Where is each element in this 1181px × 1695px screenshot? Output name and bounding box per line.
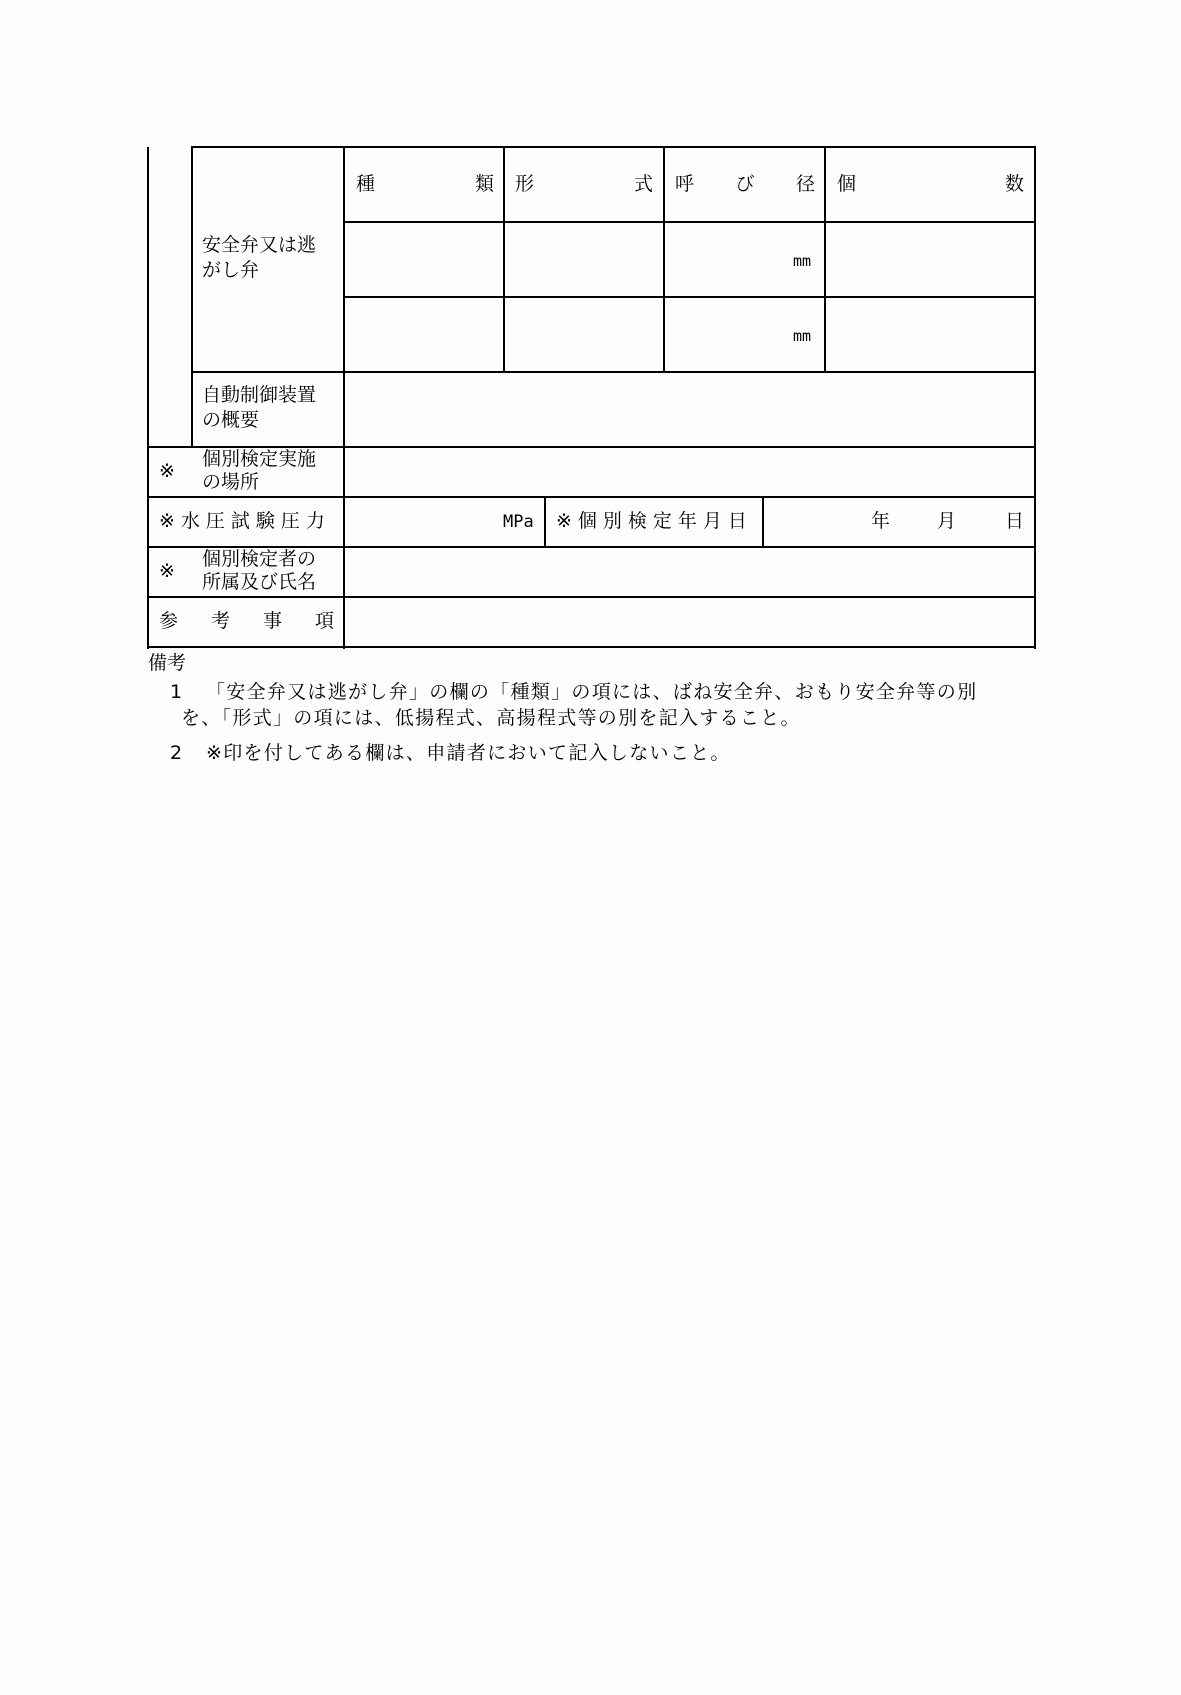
mm-unit: mm xyxy=(793,252,812,270)
valve-row-1-model-field[interactable] xyxy=(506,224,662,296)
header-type: 種 類 xyxy=(356,173,494,195)
auto-control-field[interactable] xyxy=(346,374,1033,446)
col-line-2 xyxy=(663,147,665,373)
valve-row-2-model-field[interactable] xyxy=(506,299,662,371)
inspection-date-label: ※個別検定年月日 xyxy=(556,510,753,532)
inspection-date-field[interactable] xyxy=(765,499,1033,546)
table-border-left xyxy=(147,147,149,649)
reference-field[interactable] xyxy=(346,599,1033,646)
inspection-place-label-line1: 個別検定実施 xyxy=(202,448,317,470)
notes-title: 備考 xyxy=(148,652,187,674)
inspection-place-mark: ※ xyxy=(159,460,175,482)
pressure-test-label: ※水圧試験圧力 xyxy=(159,510,331,532)
valve-row-2-count-field[interactable] xyxy=(827,299,1033,371)
inspector-mark: ※ xyxy=(159,560,175,582)
table-border-bottom xyxy=(147,646,1036,648)
row-line-2 xyxy=(343,296,1036,298)
year-label: 年 xyxy=(871,510,891,532)
valve-row-2-type-field[interactable] xyxy=(346,299,502,371)
row-line-3 xyxy=(191,371,1036,373)
valve-row-1-type-field[interactable] xyxy=(346,224,502,296)
header-diameter: 呼 び 径 xyxy=(675,173,815,195)
inspection-place-field[interactable] xyxy=(346,449,1033,496)
col-line-3 xyxy=(824,147,826,373)
mm-unit: mm xyxy=(793,327,812,345)
valve-row-1-count-field[interactable] xyxy=(827,224,1033,296)
col-line-1 xyxy=(503,147,505,373)
valve-label-line1: 安全弁又は逃 xyxy=(202,234,317,256)
inspection-place-label-line2: の場所 xyxy=(202,471,260,493)
note-1-line2: を、「形式」の項には、低揚程式、高揚程式等の別を記入すること。 xyxy=(181,707,801,729)
mpa-unit: MPa xyxy=(503,512,534,532)
note-1-number: 1 xyxy=(170,681,183,703)
reference-label: 参 考 事 項 xyxy=(159,610,334,632)
inspector-label-line1: 個別検定者の xyxy=(202,548,317,570)
valve-label-line2: がし弁 xyxy=(202,259,260,281)
row-line-7 xyxy=(147,596,1036,598)
inspector-label-line2: 所属及び氏名 xyxy=(202,571,317,593)
row-line-1 xyxy=(343,221,1036,223)
note-2-line1: ※印を付してある欄は、申請者において記入しないこと。 xyxy=(206,742,731,764)
note-1-line1: 「安全弁又は逃がし弁」の欄の「種類」の項には、ばね安全弁、おもり安全弁等の別 xyxy=(206,681,978,703)
inner-column-line xyxy=(191,147,193,448)
header-model: 形 式 xyxy=(515,173,653,195)
auto-control-label-line2: の概要 xyxy=(202,409,260,431)
pressure-divider-2 xyxy=(762,497,764,548)
month-label: 月 xyxy=(937,510,957,532)
row-line-5 xyxy=(147,496,1036,498)
pressure-divider-1 xyxy=(544,497,546,548)
note-2-number: 2 xyxy=(170,742,183,764)
header-count: 個 数 xyxy=(837,173,1024,195)
inspector-field[interactable] xyxy=(346,549,1033,596)
day-label: 日 xyxy=(1005,510,1025,532)
auto-control-label-line1: 自動制御装置 xyxy=(202,384,317,406)
table-border-top xyxy=(191,146,1036,148)
